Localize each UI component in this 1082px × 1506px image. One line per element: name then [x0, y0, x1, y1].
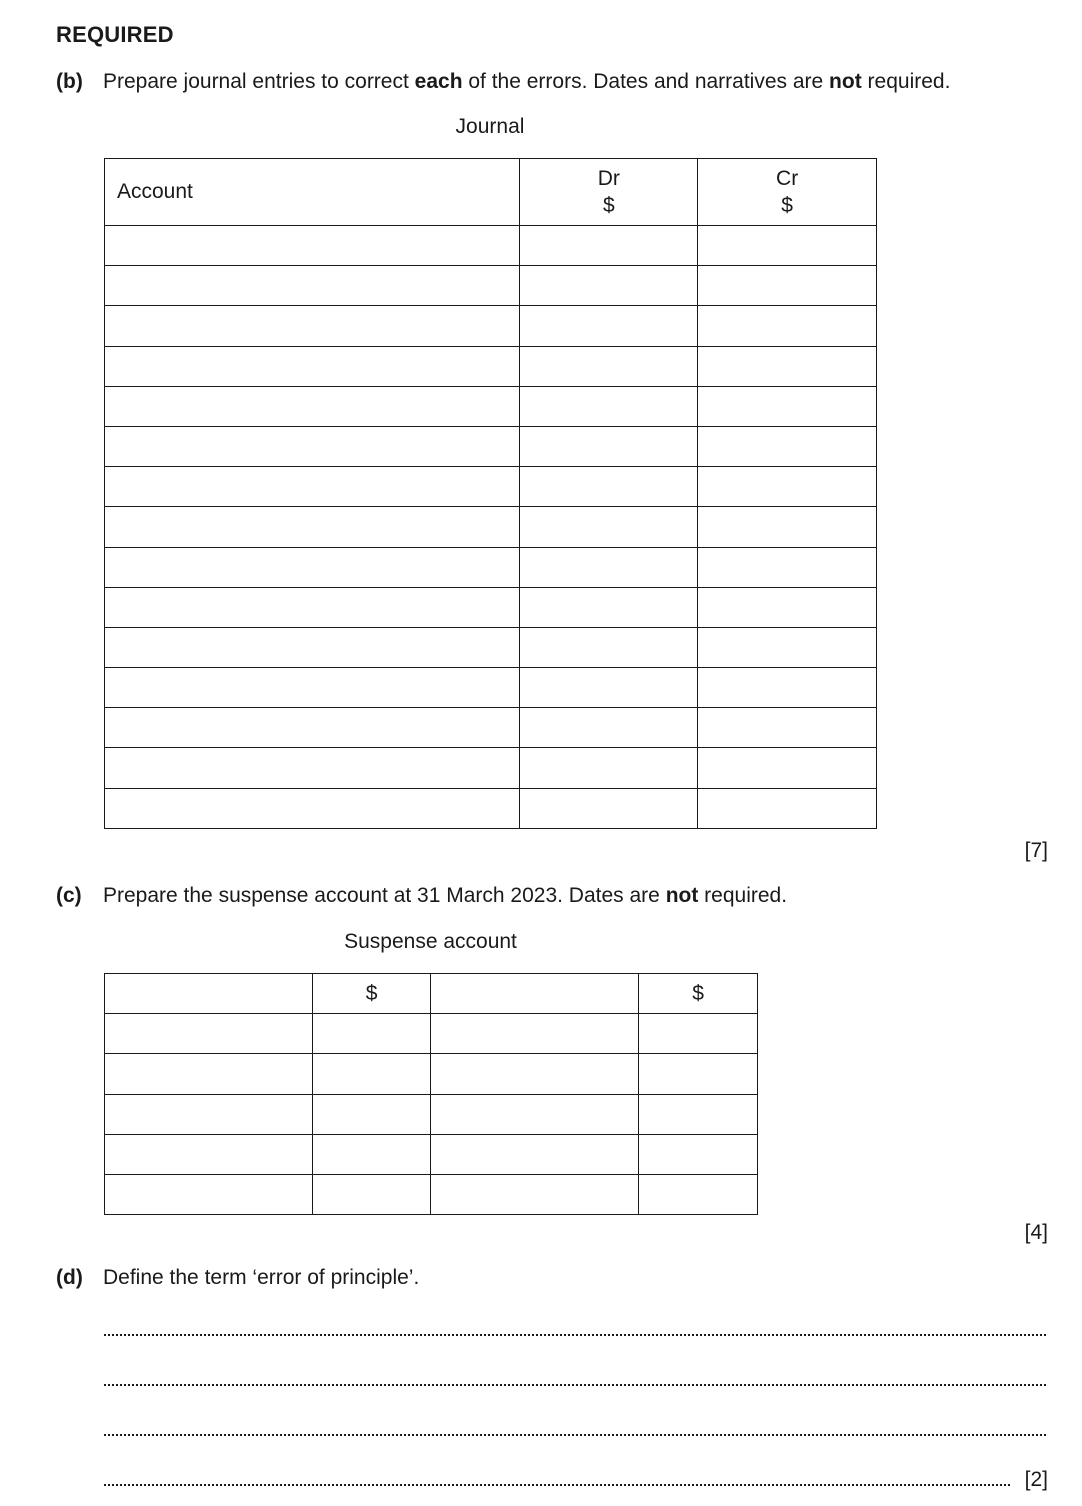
section-heading: REQUIRED: [56, 22, 174, 47]
journal-row: [105, 668, 877, 708]
journal-row: [105, 627, 877, 667]
cr-unit: $: [781, 194, 793, 217]
cr-cell[interactable]: [698, 426, 877, 466]
dr-cell[interactable]: [520, 266, 698, 306]
dr-cell[interactable]: [520, 226, 698, 266]
journal-row: [105, 226, 877, 266]
credit-amount-header: $: [639, 974, 758, 1014]
journal-row: [105, 426, 877, 466]
dr-cell[interactable]: [520, 467, 698, 507]
account-cell[interactable]: [105, 426, 520, 466]
journal-row: [105, 507, 877, 547]
account-cell[interactable]: [105, 788, 520, 828]
question-b-label: (b): [56, 70, 83, 93]
account-cell[interactable]: [105, 346, 520, 386]
debit-amount-cell[interactable]: [312, 1174, 431, 1214]
marks-d: [2]: [1024, 1468, 1048, 1491]
cr-cell[interactable]: [698, 226, 877, 266]
credit-detail-cell[interactable]: [431, 1054, 639, 1094]
journal-row: [105, 547, 877, 587]
credit-amount-cell[interactable]: [639, 1174, 758, 1214]
cr-cell[interactable]: [698, 627, 877, 667]
question-c-text: Prepare the suspense account at 31 March 2023. Dates are: [103, 884, 666, 907]
credit-amount-cell[interactable]: [639, 1094, 758, 1134]
cr-label: Cr: [776, 167, 799, 190]
journal-row: [105, 467, 877, 507]
question-c-label: (c): [56, 884, 82, 907]
account-cell[interactable]: [105, 708, 520, 748]
account-cell[interactable]: [105, 226, 520, 266]
dr-cell[interactable]: [520, 346, 698, 386]
question-c-text-2: required.: [698, 884, 788, 907]
account-cell[interactable]: [105, 306, 520, 346]
dr-cell[interactable]: [520, 426, 698, 466]
dr-cell[interactable]: [520, 547, 698, 587]
marks-b: [7]: [1024, 839, 1048, 862]
debit-amount-cell[interactable]: [312, 1134, 431, 1174]
suspense-row: [105, 1174, 758, 1214]
account-cell[interactable]: [105, 266, 520, 306]
question-b-text-3: required.: [861, 70, 951, 93]
cr-cell[interactable]: [698, 547, 877, 587]
credit-detail-cell[interactable]: [431, 1014, 639, 1054]
credit-amount-cell[interactable]: [639, 1134, 758, 1174]
question-c: [56, 883, 787, 909]
debit-amount-cell[interactable]: [312, 1054, 431, 1094]
question-d: [56, 1265, 419, 1291]
cr-cell[interactable]: [698, 668, 877, 708]
question-d-label: (d): [56, 1266, 83, 1289]
journal-table: [104, 158, 877, 829]
journal-row: [105, 748, 877, 788]
cr-column-header: [698, 159, 877, 226]
account-cell[interactable]: [105, 668, 520, 708]
account-cell[interactable]: [105, 587, 520, 627]
dr-column-header: [520, 159, 698, 226]
account-cell[interactable]: [105, 467, 520, 507]
dr-cell[interactable]: [520, 627, 698, 667]
cr-cell[interactable]: [698, 386, 877, 426]
dr-label: Dr: [597, 167, 620, 190]
account-cell[interactable]: [105, 547, 520, 587]
dr-cell[interactable]: [520, 587, 698, 627]
cr-cell[interactable]: [698, 748, 877, 788]
debit-amount-cell[interactable]: [312, 1094, 431, 1134]
debit-detail-cell[interactable]: [105, 1054, 313, 1094]
journal-caption: Journal: [455, 115, 525, 138]
debit-detail-cell[interactable]: [105, 1094, 313, 1134]
credit-detail-cell[interactable]: [431, 1134, 639, 1174]
suspense-header-row: [105, 974, 758, 1014]
question-b-text-2: of the errors. Dates and narratives are: [462, 70, 830, 93]
journal-row: [105, 708, 877, 748]
question-b: [56, 69, 950, 95]
account-cell[interactable]: [105, 386, 520, 426]
journal-row: [105, 386, 877, 426]
dr-cell[interactable]: [520, 386, 698, 426]
dr-cell[interactable]: [520, 668, 698, 708]
suspense-row: [105, 1014, 758, 1054]
question-c-emphasis: not: [665, 884, 699, 907]
dr-unit: $: [603, 194, 615, 217]
question-b-emphasis: each: [414, 70, 463, 93]
debit-amount-cell[interactable]: [312, 1014, 431, 1054]
question-b-emphasis-2: not: [829, 70, 862, 93]
journal-row: [105, 346, 877, 386]
marks-c: [4]: [1024, 1221, 1048, 1244]
account-column-header: Account: [105, 159, 520, 226]
debit-detail-cell[interactable]: [105, 1134, 313, 1174]
debit-amount-header: $: [312, 974, 431, 1014]
dr-cell[interactable]: [520, 507, 698, 547]
dr-cell[interactable]: [520, 708, 698, 748]
dr-cell[interactable]: [520, 788, 698, 828]
cr-cell[interactable]: [698, 467, 877, 507]
credit-detail-cell[interactable]: [431, 1094, 639, 1134]
cr-cell[interactable]: [698, 346, 877, 386]
suspense-caption: Suspense account: [344, 930, 517, 953]
credit-amount-cell[interactable]: [639, 1014, 758, 1054]
cr-cell[interactable]: [698, 708, 877, 748]
answer-line-1[interactable]: [104, 1334, 1046, 1336]
cr-cell[interactable]: [698, 306, 877, 346]
debit-detail-header: [105, 974, 313, 1014]
question-d-text: Define the term ‘error of principle’.: [103, 1266, 420, 1289]
question-b-text: Prepare journal entries to correct: [103, 70, 415, 93]
journal-row: [105, 306, 877, 346]
suspense-row: [105, 1054, 758, 1094]
journal-row: [105, 266, 877, 306]
debit-detail-cell[interactable]: [105, 1014, 313, 1054]
suspense-account-table: [104, 973, 758, 1215]
cr-cell[interactable]: [698, 507, 877, 547]
cr-cell[interactable]: [698, 788, 877, 828]
journal-row: [105, 788, 877, 828]
credit-detail-header: [431, 974, 639, 1014]
answer-line-3[interactable]: [104, 1434, 1046, 1436]
dr-cell[interactable]: [520, 306, 698, 346]
journal-row: [105, 587, 877, 627]
credit-detail-cell[interactable]: [431, 1174, 639, 1214]
account-cell[interactable]: [105, 748, 520, 788]
suspense-row: [105, 1134, 758, 1174]
answer-line-4[interactable]: [104, 1484, 1010, 1486]
dr-cell[interactable]: [520, 748, 698, 788]
answer-line-2[interactable]: [104, 1384, 1046, 1386]
credit-amount-cell[interactable]: [639, 1054, 758, 1094]
account-cell[interactable]: [105, 507, 520, 547]
suspense-row: [105, 1094, 758, 1134]
cr-cell[interactable]: [698, 266, 877, 306]
cr-cell[interactable]: [698, 587, 877, 627]
account-cell[interactable]: [105, 627, 520, 667]
debit-detail-cell[interactable]: [105, 1174, 313, 1214]
journal-header-row: [105, 159, 877, 226]
